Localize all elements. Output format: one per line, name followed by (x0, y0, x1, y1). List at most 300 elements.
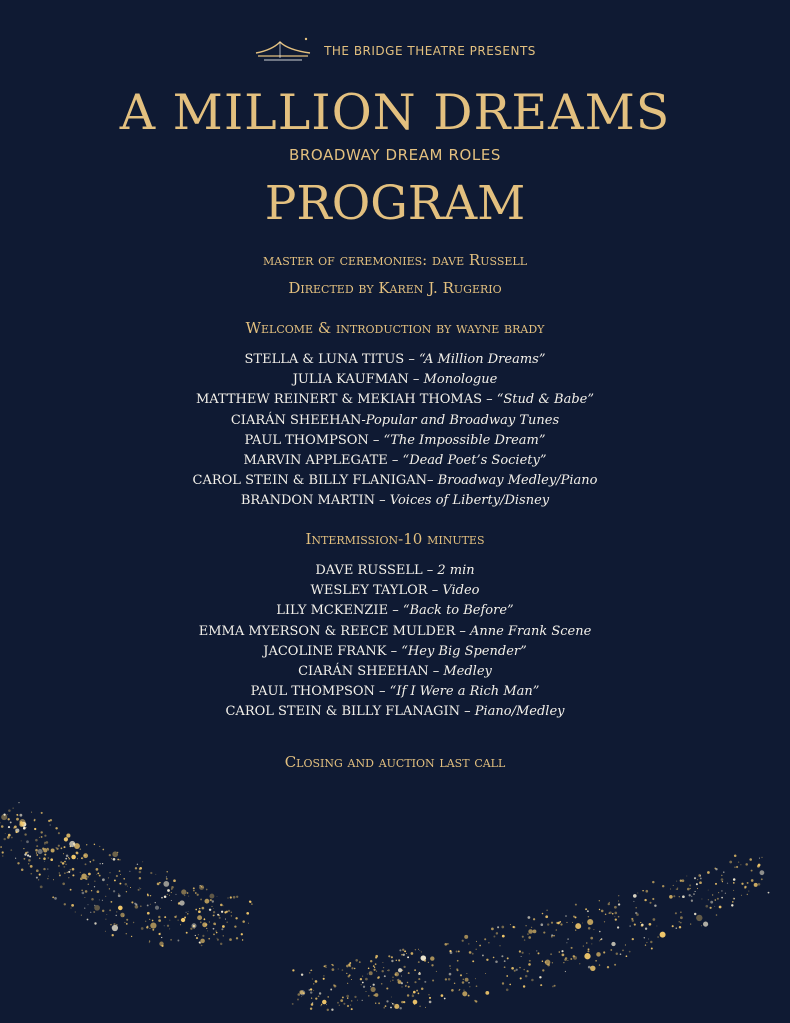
sparkle (402, 949, 404, 951)
sparkle (538, 952, 540, 954)
piece-title: “The Impossible Dream” (383, 432, 546, 448)
sparkle (96, 868, 99, 871)
sparkle (565, 971, 566, 972)
sparkle (43, 857, 46, 860)
sparkle (542, 969, 544, 971)
sparkle (226, 911, 228, 913)
sparkle (159, 882, 161, 884)
sparkle (23, 848, 24, 849)
sparkle (464, 935, 468, 939)
sparkle (394, 1004, 399, 1009)
sparkle (163, 881, 169, 887)
sparkle (491, 928, 494, 931)
sparkle (413, 991, 416, 994)
sparkle (714, 868, 716, 870)
sparkle (131, 936, 132, 937)
sparkle (450, 951, 453, 954)
sparkle (209, 922, 210, 923)
sparkle (213, 922, 216, 925)
sparkle (201, 945, 203, 947)
sparkle (204, 899, 209, 904)
sparkle (398, 959, 400, 961)
sparkle (84, 908, 85, 909)
sparkle (419, 950, 420, 951)
sparkle (310, 1007, 312, 1009)
sparkle (436, 971, 437, 972)
program-item (0, 581, 790, 601)
sparkle (636, 913, 639, 916)
sparkle (167, 925, 169, 927)
sparkle (102, 910, 104, 912)
sparkle (36, 877, 38, 879)
sparkle (66, 834, 70, 838)
sparkle (507, 957, 509, 959)
sparkle (10, 849, 12, 851)
sparkle (216, 932, 217, 933)
sparkle (566, 922, 567, 923)
sparkle (8, 834, 11, 837)
sparkle (85, 890, 88, 893)
sparkle (325, 967, 326, 968)
sparkle (529, 960, 531, 962)
sparkle (567, 960, 568, 961)
sparkle (696, 883, 698, 885)
sparkle (367, 974, 368, 975)
sparkle (213, 908, 214, 909)
performer-name: LILY MCKENZIE (276, 603, 389, 619)
sparkle (28, 863, 29, 864)
sparkle (161, 937, 162, 938)
sparkle (188, 896, 189, 897)
sparkle (221, 928, 223, 930)
sparkle (86, 844, 87, 845)
sparkle (311, 997, 312, 998)
sparkle (223, 905, 224, 906)
piece-title: Broadway Medley/Piano (437, 473, 598, 489)
sparkle (315, 997, 317, 999)
sparkle (673, 895, 675, 897)
sparkle (679, 926, 681, 928)
sparkle (342, 969, 344, 971)
sparkle (102, 900, 103, 901)
sparkle (217, 939, 219, 941)
sparkle (510, 924, 511, 925)
sparkle (729, 861, 732, 864)
sparkle (71, 855, 76, 860)
sparkle (457, 960, 459, 962)
sparkle (395, 972, 399, 976)
sparkle (373, 984, 375, 986)
sparkle (375, 963, 377, 965)
sparkle (99, 875, 101, 877)
sparkle (75, 912, 76, 913)
sparkle (343, 1003, 345, 1005)
sparkle (472, 960, 474, 962)
sparkle (16, 831, 18, 833)
sparkle (169, 920, 170, 921)
sparkle (141, 927, 144, 930)
sparkle (462, 981, 465, 984)
sparkle (444, 943, 447, 946)
sparkle (679, 896, 680, 897)
sparkle (158, 919, 161, 922)
sparkle (23, 827, 26, 830)
sparkle (696, 915, 702, 921)
sparkle (323, 975, 324, 976)
sparkle (38, 849, 43, 854)
sparkle (213, 934, 215, 936)
sparkle (215, 930, 216, 931)
sparkle (34, 819, 36, 821)
sparkle (399, 1007, 401, 1009)
sparkle (575, 930, 576, 931)
sparkle (449, 973, 452, 976)
sparkle (226, 921, 228, 923)
sparkle (173, 879, 176, 882)
sparkle (170, 939, 172, 941)
sparkle (13, 827, 15, 829)
sparkle (386, 1000, 388, 1002)
sparkle (407, 982, 408, 983)
sparkle (649, 902, 651, 904)
sparkle (164, 925, 165, 926)
sparkle (13, 808, 14, 809)
sparkle (312, 979, 313, 980)
sparkle (166, 878, 168, 880)
sparkle (130, 887, 131, 888)
sparkle (55, 827, 57, 829)
sparkle (388, 955, 390, 957)
sparkle (87, 876, 89, 878)
sparkle (733, 882, 735, 884)
piece-title: Video (442, 583, 480, 599)
sparkle (695, 891, 696, 892)
sparkle (691, 900, 693, 902)
sparkle (351, 967, 353, 969)
sparkle (123, 916, 124, 917)
sparkle (551, 934, 553, 936)
sparkle (7, 814, 8, 815)
sparkle (407, 956, 409, 958)
sparkle (523, 969, 524, 970)
sparkle (303, 992, 305, 994)
sparkle (418, 972, 421, 975)
sparkle (236, 937, 238, 939)
sparkle (525, 925, 526, 926)
sparkle (573, 955, 575, 957)
show-subtitle: BROADWAY DREAM ROLES (288, 146, 502, 164)
sparkle (547, 923, 549, 925)
sparkle (469, 986, 470, 987)
sparkle (644, 899, 646, 901)
sparkle (362, 1000, 363, 1001)
sparkle (403, 954, 405, 956)
sparkle (94, 886, 95, 887)
sparkle (733, 878, 736, 881)
sparkle (36, 869, 39, 872)
sparkle (188, 911, 189, 912)
sparkle (754, 883, 758, 887)
sparkle (206, 889, 208, 891)
sparkle (519, 967, 520, 968)
sparkle (94, 905, 95, 906)
sparkle (618, 895, 619, 896)
sparkle (59, 874, 61, 876)
sparkle (110, 924, 112, 926)
sparkle (512, 926, 514, 928)
sparkle (587, 910, 589, 912)
sparkle (382, 962, 383, 963)
sparkle (349, 974, 351, 976)
sparkle (631, 918, 633, 920)
program-item (0, 622, 790, 642)
performer-name: JULIA KAUFMAN (292, 372, 409, 388)
sparkle (618, 901, 619, 902)
sparkle (550, 953, 552, 955)
sparkle (164, 916, 166, 918)
piece-title: Piano/Medley (474, 704, 565, 720)
sparkle (441, 994, 444, 997)
sparkle (406, 953, 407, 954)
sparkle (376, 971, 377, 972)
sparkle (362, 976, 363, 977)
separator: – (455, 623, 470, 639)
sparkle (403, 966, 405, 968)
director-credit: Directed by Karen J. Rugerio (288, 279, 502, 297)
sparkle (109, 854, 111, 856)
sparkle (47, 849, 49, 851)
sparkle (690, 888, 691, 889)
sparkle (564, 958, 567, 961)
sparkle (719, 906, 722, 909)
sparkle (47, 878, 48, 879)
sparkle (2, 855, 3, 856)
sparkle (390, 981, 391, 982)
performer-name: CIARÁN SHEEHAN (298, 664, 429, 680)
sparkle (242, 939, 243, 940)
sparkle (301, 973, 303, 975)
sparkle (533, 930, 537, 934)
sparkle (460, 974, 462, 976)
sparkle (42, 848, 44, 850)
sparkle (560, 923, 562, 925)
sparkle (97, 873, 99, 875)
sparkle (736, 866, 738, 868)
sparkle (133, 922, 134, 923)
program-item (0, 471, 790, 491)
sparkle (449, 965, 451, 967)
sparkle (618, 916, 620, 918)
sparkle (62, 883, 65, 886)
piece-title: Anne Frank Scene (470, 623, 592, 639)
sparkle (220, 943, 222, 945)
sparkle (528, 936, 531, 939)
sparkle (424, 981, 426, 983)
sparkle (660, 932, 666, 938)
master-of-ceremonies: master of ceremonies: dave Russell (262, 251, 527, 269)
sparkle (48, 876, 49, 877)
sparkle (174, 916, 176, 918)
sparkle (66, 855, 69, 858)
sparkle (312, 1002, 313, 1003)
sparkle (501, 955, 503, 957)
sparkle (321, 1004, 322, 1005)
sparkle (39, 837, 40, 838)
sparkle (731, 904, 733, 906)
sparkle (672, 925, 674, 927)
sparkle (506, 975, 508, 977)
sparkle (601, 938, 603, 940)
sparkle (561, 950, 563, 952)
sparkle (116, 911, 117, 912)
sparkle (332, 964, 334, 966)
sparkle (599, 900, 600, 901)
sparkle (241, 933, 243, 935)
sparkle (603, 951, 605, 953)
sparkle (479, 945, 481, 947)
sparkle (566, 942, 567, 943)
performer-name: WESLEY TAYLOR (310, 583, 428, 599)
sparkle (8, 818, 10, 820)
separator: – (375, 493, 390, 509)
sparkle (21, 840, 22, 841)
sparkle (565, 915, 567, 917)
sparkle (516, 969, 518, 971)
sparkle (58, 845, 60, 847)
sparkle (146, 926, 148, 928)
sparkle (390, 1007, 392, 1009)
sparkle (69, 869, 71, 871)
sparkle (36, 854, 38, 856)
separator: - (361, 412, 366, 428)
sparkle (149, 928, 150, 929)
sparkle (582, 923, 583, 924)
gold-sparkles-decoration (0, 760, 790, 1023)
sparkle (219, 917, 221, 919)
sparkle (119, 859, 121, 861)
sparkle (486, 959, 488, 961)
performer-name: CAROL STEIN & BILLY FLANIGAN (192, 473, 428, 489)
second-half-list (0, 561, 790, 723)
sparkle (43, 868, 45, 870)
sparkle (676, 889, 677, 890)
sparkle (81, 857, 83, 859)
sparkle (217, 938, 218, 939)
sparkle (60, 861, 62, 863)
sparkle (657, 936, 659, 938)
sparkle (709, 907, 711, 909)
sparkle (199, 885, 204, 890)
sparkle (428, 994, 429, 995)
sparkle (34, 828, 36, 830)
sparkle (351, 1000, 353, 1002)
sparkle (181, 889, 186, 894)
sparkle (236, 896, 238, 898)
sparkle (506, 989, 509, 992)
sparkle (371, 987, 376, 992)
sparkle (91, 898, 94, 901)
sparkle (392, 980, 393, 981)
sparkle (761, 878, 763, 880)
sparkle (539, 976, 541, 978)
sparkle (150, 904, 151, 905)
sparkle (368, 968, 370, 970)
separator: – (388, 603, 403, 619)
sparkle (511, 967, 514, 970)
sparkle (524, 939, 525, 940)
sparkle (645, 944, 646, 945)
performer-name: JACOLINE FRANK (263, 643, 387, 659)
sparkle (484, 938, 486, 940)
sparkle (622, 950, 624, 952)
sparkle (633, 894, 637, 898)
sparkle (415, 949, 416, 950)
sparkle (106, 914, 107, 915)
sparkle (707, 871, 710, 874)
sparkle (52, 896, 54, 898)
sparkle (209, 894, 214, 899)
sparkle (76, 852, 79, 855)
sparkle (710, 901, 713, 904)
program-item (0, 601, 790, 621)
sparkle (40, 831, 42, 833)
sparkle (35, 849, 38, 852)
program-item (0, 390, 790, 410)
sparkle (646, 890, 649, 893)
welcome-heading: Welcome & introduction by wayne brady (245, 319, 545, 337)
sparkle (65, 858, 67, 860)
sparkle (531, 927, 532, 928)
sparkle (418, 993, 420, 995)
sparkle (370, 960, 372, 962)
sparkle (114, 879, 116, 881)
sparkle (109, 909, 111, 911)
sparkle (466, 973, 467, 974)
sparkle (333, 984, 334, 985)
sparkle (381, 983, 383, 985)
sparkle (475, 1000, 477, 1002)
sparkle (656, 926, 657, 927)
sparkle (575, 923, 581, 929)
sparkle (118, 893, 119, 894)
sparkle (608, 903, 610, 905)
sparkle (68, 871, 70, 873)
sparkle (171, 888, 173, 890)
sparkle (227, 897, 228, 898)
sparkle (586, 942, 587, 943)
sparkle (391, 956, 393, 958)
sparkle (468, 995, 470, 997)
sparkle (670, 889, 671, 890)
sparkle (105, 919, 106, 920)
sparkle (722, 881, 723, 882)
sparkle (677, 889, 678, 890)
sparkle (127, 886, 128, 887)
sparkle (105, 931, 106, 932)
sparkle (749, 858, 752, 861)
sparkle (90, 861, 91, 862)
sparkle (93, 859, 95, 861)
sparkle (585, 908, 587, 910)
sparkle (714, 906, 715, 907)
sparkle (91, 890, 92, 891)
sparkle (587, 919, 593, 925)
sparkle (398, 968, 402, 972)
sparkle (701, 898, 702, 899)
sparkle (299, 990, 303, 994)
sparkle (747, 882, 749, 884)
sparkle (147, 904, 149, 906)
